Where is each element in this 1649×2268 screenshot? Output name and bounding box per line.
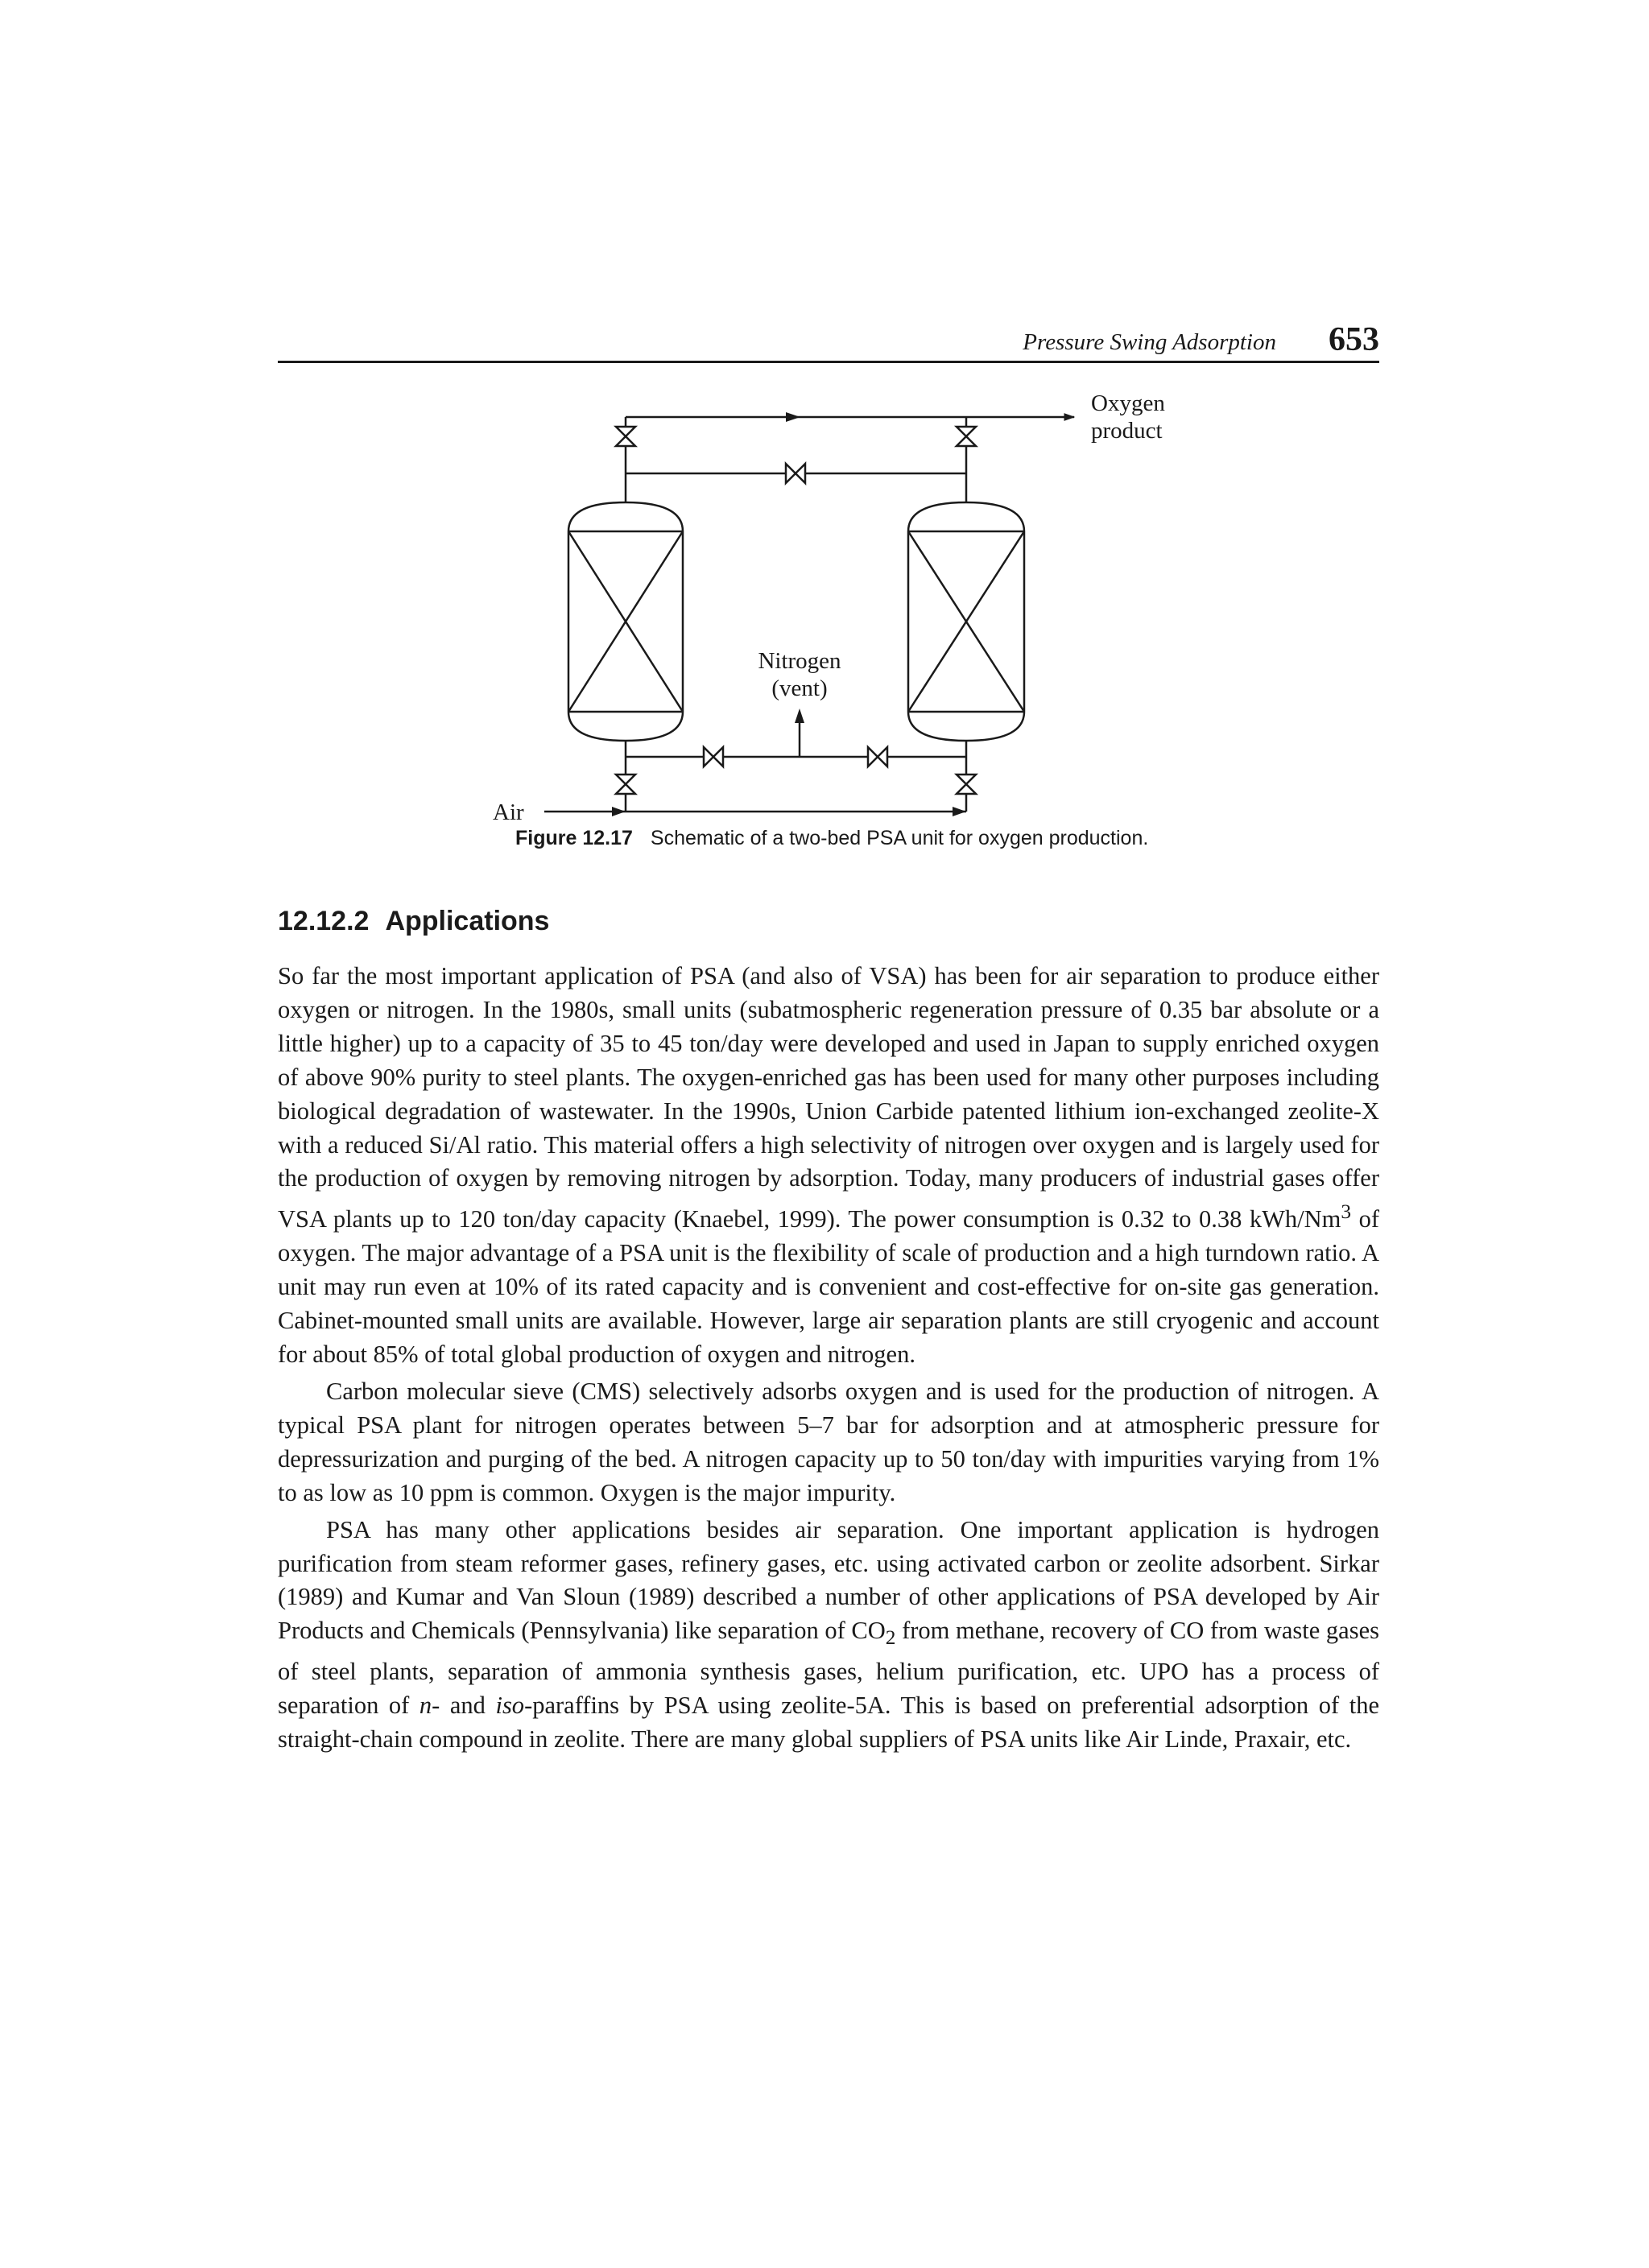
- label-oxygen-line1: Oxygen: [1091, 390, 1165, 416]
- flow-arrow-air-left: [612, 807, 626, 816]
- italic-iso: iso: [495, 1692, 525, 1720]
- left-adsorber-bed: [568, 502, 683, 741]
- figure-caption-label: Figure 12.17: [515, 827, 633, 849]
- section-title: Applications: [385, 906, 550, 936]
- flow-arrow-oxygen-mid: [786, 412, 800, 422]
- superscript-3: 3: [1341, 1200, 1352, 1224]
- paragraph-1: So far the most important application of PSA (and also of VSA) has been for air separation to produce either oxygen or nitrogen. In the 1980s, small units (subatmospheric regeneration pressure of 0.35 bar absolute or a little higher) up to a capacity of 35 to 45 ton/day were developed and used in Japan to supply enriched oxygen of above 90% purity to steel plants. The oxygen-enriched gas has been used for many other purposes including biological degradation of wastewater. In the 1990s, Union Carbide patented lithium ion-exchanged zeolite-X with a reduced Si/Al ratio. This material offers a high selectivity of nitrogen over oxygen and is largely used for the production of oxygen by removing nitrogen by adsorption. Today, many producers of industrial gases offer VSA plants up to 120 ton/day capacity (Knaebel, 1999). The power consumption is 0.32 to 0.38 kWh/Nm$^3$ of oxygen. The major advantage of a PSA unit is the flexibility of scale of production and a high turndown ratio. A unit may run even at 10% of its rated capacity and is convenient and cost-effective for on-site gas generation. Cabinet-mounted small units are available. However, large air separation plants are still cryogenic and account for about 85% of total global production of oxygen and nitrogen.: [278, 962, 1379, 1369]
- flow-arrow-air-right: [953, 807, 966, 816]
- flow-arrow-nitrogen-vent: [795, 708, 804, 723]
- running-title: Pressure Swing Adsorption: [1023, 329, 1276, 355]
- right-adsorber-bed: [908, 502, 1024, 741]
- valve-top-right: [957, 427, 976, 446]
- page-number: 653: [1329, 321, 1379, 358]
- valve-vent-right: [868, 747, 887, 766]
- valve-top-equalization: [786, 464, 805, 483]
- valve-top-left: [616, 427, 635, 446]
- valve-bottom-left: [616, 775, 635, 794]
- italic-n: n: [419, 1692, 432, 1720]
- label-air: Air: [493, 799, 524, 825]
- paragraph-3: PSA has many other applications besides air separation. One important application is hydrogen purification from steam reformer gases, refinery gases, etc. using activated carbon or zeolite adsorbent. Sirkar (1989) and Kumar and Van Sloun (1989) described a number of other applications of PSA developed by Air Products and Chemicals (Pennsylvania) like separation of $CO_2$ from methane, recovery of CO from waste gases of steel plants, separation of ammonia synthesis gases, helium purification, etc. UPO has a process of separation of n- and iso-paraffins by PSA using zeolite-5A. This is based on preferential adsorption of the straight-chain compound in zeolite. There are many global suppliers of PSA units like Air Linde, Praxair, etc.: [278, 1515, 1379, 1754]
- label-nitrogen-line2: (vent): [771, 675, 828, 701]
- subscript-2: 2: [885, 1626, 896, 1650]
- paragraph-2: Carbon molecular sieve (CMS) selectively adsorbs oxygen and is used for the production of nitrogen. A typical PSA plant for nitrogen operates between 5–7 bar for adsorption and at atmospheric pressure for depressurization and purging of the bed. A nitrogen capacity up to 50 ton/day with impurities varying from 1% to as low as 10 ppm is common. Oxygen is the major impurity.: [278, 1378, 1379, 1506]
- valve-bottom-right: [957, 775, 976, 794]
- valve-vent-left: [704, 747, 723, 766]
- psa-schematic-diagram: [0, 0, 1649, 886]
- body-text: [278, 960, 1379, 1760]
- label-nitrogen-line1: Nitrogen: [758, 648, 841, 674]
- figure-caption-text: Schematic of a two-bed PSA unit for oxygen production.: [650, 827, 1149, 849]
- section-number: 12.12.2: [278, 906, 370, 936]
- section-heading: [278, 906, 549, 937]
- label-oxygen-line2: product: [1091, 418, 1163, 444]
- figure-caption: [515, 827, 1148, 850]
